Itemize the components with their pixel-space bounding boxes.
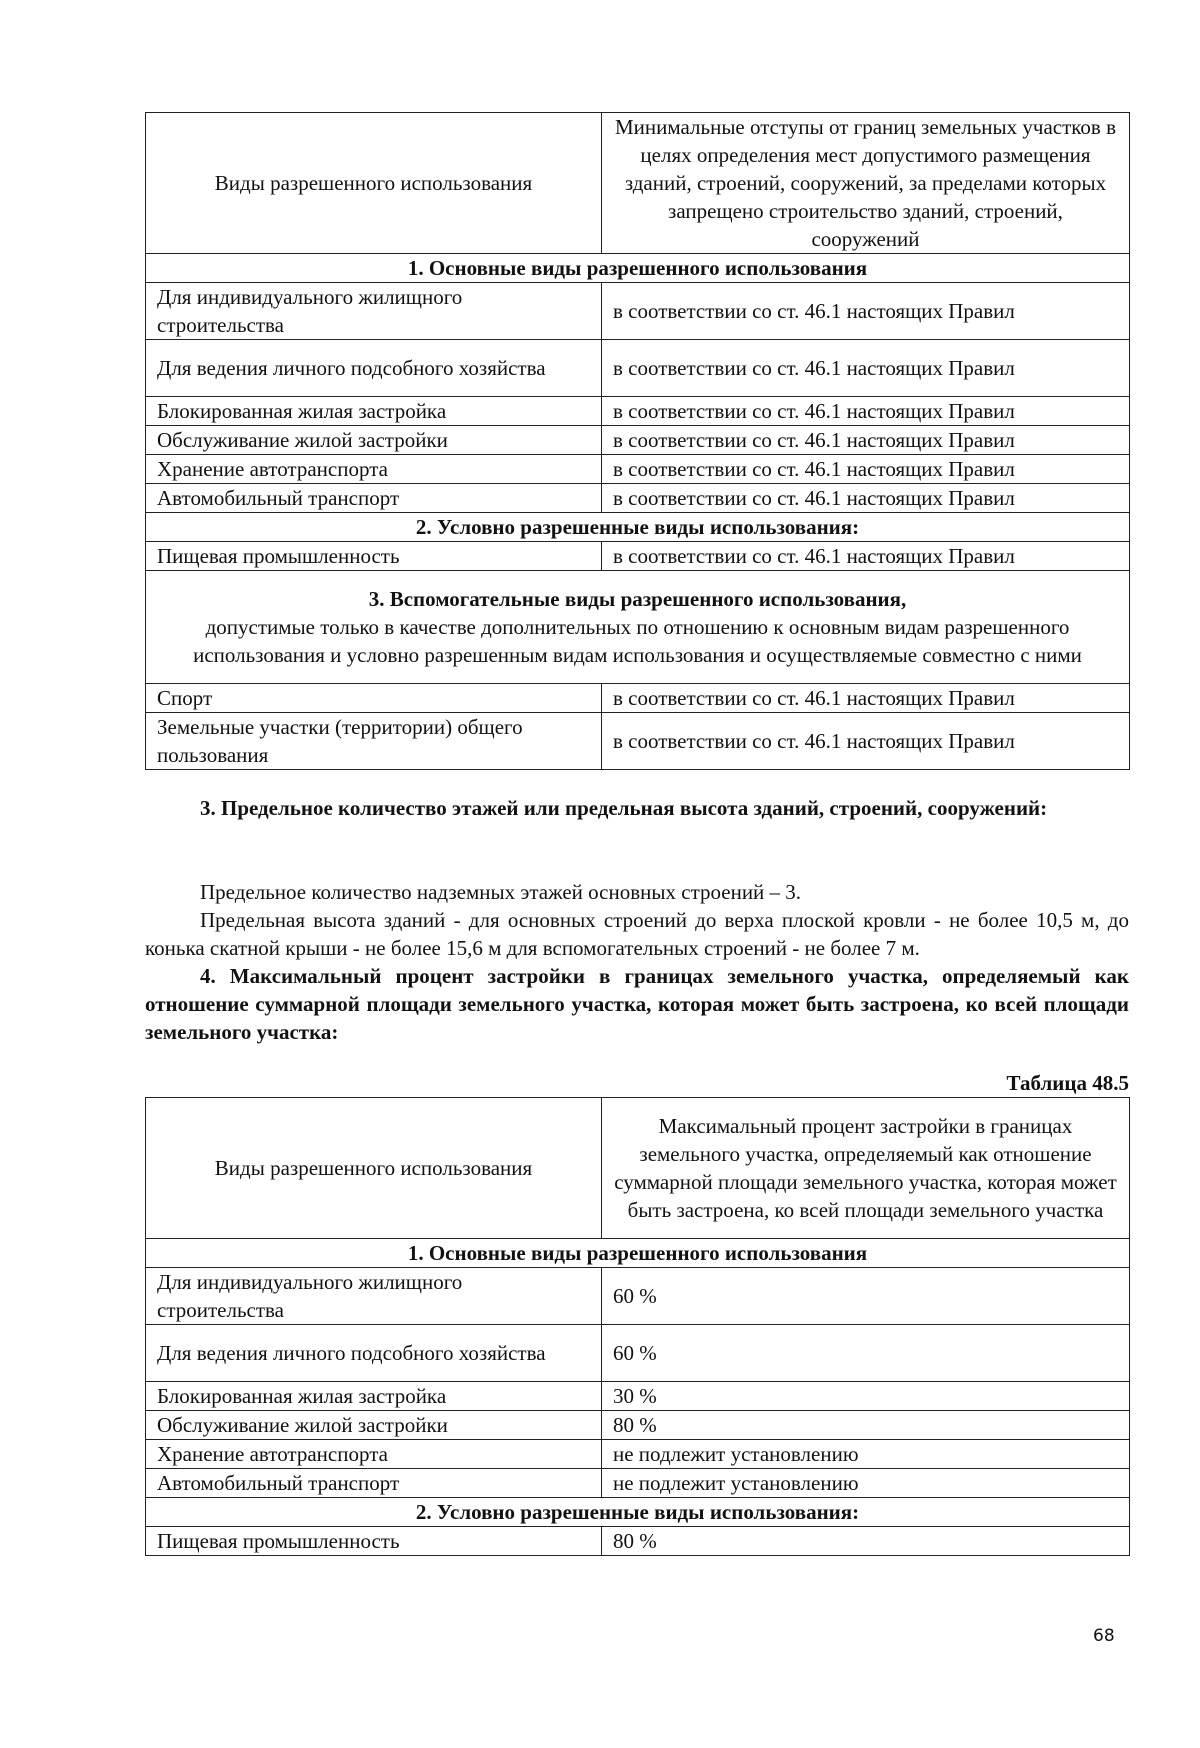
use-type-cell: Для ведения личного подсобного хозяйства (146, 1325, 602, 1382)
table-row (146, 1411, 1130, 1440)
use-type-cell: Для ведения личного подсобного хозяйства (146, 340, 602, 397)
section-heading: 1. Основные виды разрешенного использования (146, 254, 1130, 283)
value-cell: в соответствии со ст. 46.1 настоящих Правил (602, 713, 1130, 770)
use-type-cell: Хранение автотранспорта (146, 455, 602, 484)
use-type-cell: Земельные участки (территории) общего пользования (146, 713, 602, 770)
use-type-cell: Обслуживание жилой застройки (146, 1411, 602, 1440)
use-type-cell: Обслуживание жилой застройки (146, 426, 602, 455)
use-type-cell: Пищевая промышленность (146, 542, 602, 571)
section-heading: 2. Условно разрешенные виды использования: (146, 1498, 1130, 1527)
value-cell: в соответствии со ст. 46.1 настоящих Правил (602, 283, 1130, 340)
header-cell-use-types: Виды разрешенного использования (146, 1098, 602, 1239)
page-number: 68 (1093, 1626, 1115, 1646)
setbacks-table (145, 112, 1130, 770)
value-cell: в соответствии со ст. 46.1 настоящих Правил (602, 340, 1130, 397)
table-row (146, 713, 1130, 770)
section-note: допустимые только в качестве дополнительных по отношению к основным видам разрешенного использования и условно разрешенным видам использования и осуществляемые совместно с ними (193, 615, 1082, 667)
use-type-cell: Хранение автотранспорта (146, 1440, 602, 1469)
table-row (146, 484, 1130, 513)
use-type-cell: Пищевая промышленность (146, 1527, 602, 1556)
header-cell-coverage: Максимальный процент застройки в границах земельного участка, определяемый как отношение суммарной площади земельного участка, которая может быть застроена, ко всей площади земельного участка (602, 1098, 1130, 1239)
value-cell: 30 % (602, 1382, 1130, 1411)
section-heading: 1. Основные виды разрешенного использования (146, 1239, 1130, 1268)
heading-max-coverage: 4. Максимальный процент застройки в границах земельного участка, определяемый как отношение суммарной площади земельного участка, которая может быть застроена, ко всей площади земельного участка: (145, 964, 1129, 1044)
table-row (146, 1382, 1130, 1411)
value-cell: 80 % (602, 1527, 1130, 1556)
value-cell: 80 % (602, 1411, 1130, 1440)
table-row (146, 1268, 1130, 1325)
table-row (146, 1440, 1130, 1469)
use-type-cell: Блокированная жилая застройка (146, 1382, 602, 1411)
section-heading (146, 571, 1130, 684)
table-row (146, 542, 1130, 571)
use-type-cell: Для индивидуального жилищного строительства (146, 283, 602, 340)
value-cell: не подлежит установлению (602, 1469, 1130, 1498)
header-cell-setbacks: Минимальные отступы от границ земельных участков в целях определения мест допустимого размещения зданий, строений, сооружений, за пределами которых запрещено строительство зданий, строений, сооружений (602, 113, 1130, 254)
table-row (146, 1469, 1130, 1498)
section-heading: 2. Условно разрешенные виды использования: (146, 513, 1130, 542)
coverage-table (145, 1097, 1130, 1556)
table-row (146, 1527, 1130, 1556)
header-cell-use-types: Виды разрешенного использования (146, 113, 602, 254)
paragraph-height: Предельная высота зданий - для основных строений до верха плоской кровли - не более 10,5 м, до конька скатной крыши - не более 15,6 м для вспомогательных строений - не более 7 м. (145, 908, 1129, 960)
use-type-cell: Автомобильный транспорт (146, 1469, 602, 1498)
use-type-cell: Блокированная жилая застройка (146, 397, 602, 426)
use-type-cell: Автомобильный транспорт (146, 484, 602, 513)
value-cell: 60 % (602, 1325, 1130, 1382)
paragraph-floors: Предельное количество надземных этажей основных строений – 3. (200, 880, 802, 904)
section-title: 3. Вспомогательные виды разрешенного использования, (368, 587, 907, 611)
table-row (146, 455, 1130, 484)
value-cell: в соответствии со ст. 46.1 настоящих Правил (602, 397, 1130, 426)
table-row (146, 340, 1130, 397)
value-cell: 60 % (602, 1268, 1130, 1325)
table-row (146, 283, 1130, 340)
table-row (146, 397, 1130, 426)
heading-max-floors: 3. Предельное количество этажей или предельная высота зданий, строений, сооружений: (200, 796, 1048, 820)
use-type-cell: Для индивидуального жилищного строительства (146, 1268, 602, 1325)
value-cell: в соответствии со ст. 46.1 настоящих Правил (602, 426, 1130, 455)
use-type-cell: Спорт (146, 684, 602, 713)
value-cell: в соответствии со ст. 46.1 настоящих Правил (602, 684, 1130, 713)
table-row (146, 426, 1130, 455)
value-cell: в соответствии со ст. 46.1 настоящих Правил (602, 542, 1130, 571)
table-caption: Таблица 48.5 (1006, 1071, 1129, 1095)
value-cell: не подлежит установлению (602, 1440, 1130, 1469)
table-row (146, 684, 1130, 713)
table-row (146, 1325, 1130, 1382)
value-cell: в соответствии со ст. 46.1 настоящих Правил (602, 484, 1130, 513)
value-cell: в соответствии со ст. 46.1 настоящих Правил (602, 455, 1130, 484)
